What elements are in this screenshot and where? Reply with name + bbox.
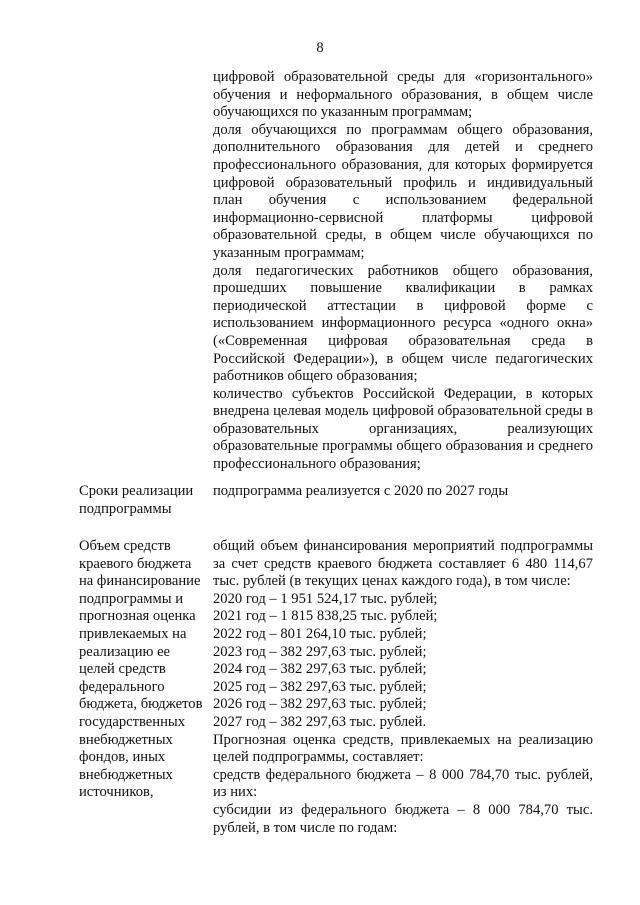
forecast-intro: Прогнозная оценка средств, привлекаемых на реализацию целей подпрограммы, составляет: xyxy=(213,731,593,766)
continuation-block xyxy=(213,69,593,474)
funding-volume-content xyxy=(213,538,593,837)
deadlines-content xyxy=(213,483,593,501)
deadlines-label: Сроки реализации подпрограммы xyxy=(79,483,194,517)
deadlines-text: подпрограмма реализуется с 2020 по 2027 годы xyxy=(213,483,509,499)
federal-funds: средств федерального бюджета – 8 000 784,70 тыс. рублей, из них: xyxy=(213,766,593,801)
funding-year-2022: 2022 год – 801 264,10 тыс. рублей; xyxy=(213,625,427,642)
funding-year-2025: 2025 год – 382 297,63 тыс. рублей; xyxy=(213,678,427,695)
funding-volume-label: Объем средств краевого бюджета на финансирование подпрограммы и прогнозная оценка привлекаемых на реализацию ее целей средств федерального бюджета, бюджетов государственных внебюджетных фондов, иных внебюджетных источников, xyxy=(79,538,203,801)
paragraph-teacher-qualification-share: доля педагогических работников общего образования, прошедших повышение квалификации в рамках периодической аттестации в цифровой форме с использованием информационного ресурса «одного окна» («Современная цифровая образовательная среда в Российской Федерации»), в общем числе педагогических работников общего образования; xyxy=(213,262,593,385)
funding-year-2023: 2023 год – 382 297,63 тыс. рублей; xyxy=(213,643,427,660)
funding-year-2021: 2021 год – 1 815 838,25 тыс. рублей; xyxy=(213,608,438,625)
paragraph-regions-count: количество субъектов Российской Федерации, в которых внедрена целевая модель цифровой образовательной среды в образовательных организациях, реализующих образовательные программы общего образования и среднего профессионального образования; xyxy=(213,385,593,473)
page-number: 8 xyxy=(316,40,324,56)
paragraph-digital-environment-share: цифровой образовательной среды для «горизонтального» обучения и неформального образования, в общем числе обучающихся по указанным программам; xyxy=(213,69,593,121)
funding-year-2024: 2024 год – 382 297,63 тыс. рублей; xyxy=(213,661,427,678)
paragraph-digital-profile-share: доля обучающихся по программам общего образования, дополнительного образования для детей и среднего профессионального образования, для которых формируется цифровой образовательный профиль и индивидуальный план обучения с использованием федеральной информационно-сервисной платформы цифровой образовательной среды, в общем числе обучающихся по указанным программам; xyxy=(213,121,593,261)
funding-year-2027: 2027 год – 382 297,63 тыс. рублей. xyxy=(213,713,427,730)
funding-year-2026: 2026 год – 382 297,63 тыс. рублей; xyxy=(213,696,427,713)
funding-intro: общий объем финансирования мероприятий подпрограммы за счет средств краевого бюджета составляет 6 480 114,67 тыс. рублей (в текущих ценах каждого года), в том числе: xyxy=(213,538,593,590)
funding-year-2020: 2020 год – 1 951 524,17 тыс. рублей; xyxy=(213,590,438,607)
federal-subsidies: субсидии из федерального бюджета – 8 000 784,70 тыс. рублей, в том числе по годам: xyxy=(213,801,593,836)
